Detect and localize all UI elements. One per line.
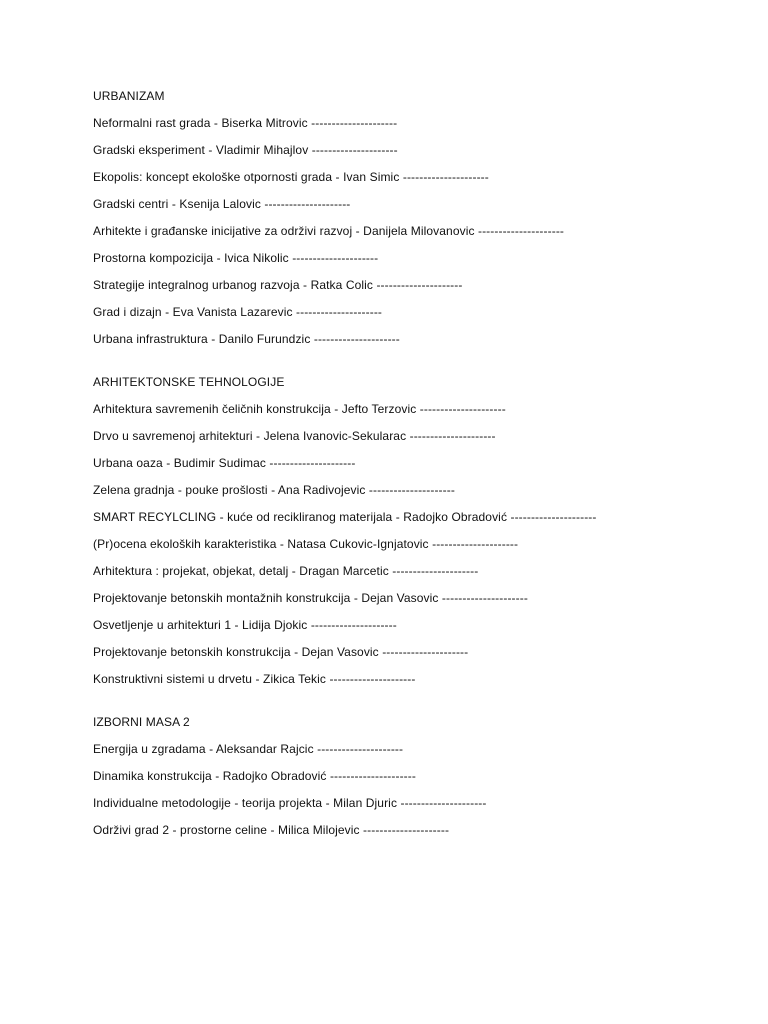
course-item: Konstruktivni sistemi u drvetu - Zikica Tekic --------------------- [93,672,416,686]
course-item: Gradski eksperiment - Vladimir Mihajlov --------------------- [93,143,398,157]
course-item: Gradski centri - Ksenija Lalovic --------------------- [93,197,351,211]
course-item: Održivi grad 2 - prostorne celine - Milica Milojevic --------------------- [93,823,450,837]
course-item: SMART RECYLCLING - kuće od recikliranog materijala - Radojko Obradović --------------------- [93,510,597,524]
course-list [93,115,733,347]
course-item: Arhitektura savremenih čeličnih konstrukcija - Jefto Terzovic --------------------- [93,402,506,416]
course-item: Urbana infrastruktura - Danilo Furundzic --------------------- [93,332,400,346]
course-item: Dinamika konstrukcija - Radojko Obradović --------------------- [93,769,416,783]
section-urbanizam [93,88,733,347]
course-item: Arhitektura : projekat, objekat, detalj - Dragan Marcetic --------------------- [93,564,479,578]
course-list [93,741,733,838]
course-item: Prostorna kompozicija - Ivica Nikolic --------------------- [93,251,379,265]
section-heading: ARHITEKTONSKE TEHNOLOGIJE [93,375,285,389]
course-item: Drvo u savremenoj arhitekturi - Jelena Ivanovic-Sekularac --------------------- [93,429,496,443]
course-item: Grad i dizajn - Eva Vanista Lazarevic --------------------- [93,305,383,319]
course-item: Energija u zgradama - Aleksandar Rajcic --------------------- [93,742,404,756]
course-list [93,401,733,687]
section-heading: URBANIZAM [93,89,165,103]
document-page [93,88,733,849]
course-item: Zelena gradnja - pouke prošlosti - Ana Radivojevic --------------------- [93,483,455,497]
course-item: (Pr)ocena ekoloških karakteristika - Natasa Cukovic-Ignjatovic --------------------- [93,537,519,551]
section-heading: IZBORNI MASA 2 [93,715,190,729]
course-item: Ekopolis: koncept ekološke otpornosti grada - Ivan Simic --------------------- [93,170,489,184]
course-item: Projektovanje betonskih konstrukcija - Dejan Vasovic --------------------- [93,645,469,659]
course-item: Projektovanje betonskih montažnih konstrukcija - Dejan Vasovic --------------------- [93,591,528,605]
course-item: Individualne metodologije - teorija projekta - Milan Djuric --------------------- [93,796,487,810]
course-item: Urbana oaza - Budimir Sudimac --------------------- [93,456,356,470]
course-item: Arhitekte i građanske inicijative za održivi razvoj - Danijela Milovanovic --------------------- [93,224,565,238]
course-item: Strategije integralnog urbanog razvoja - Ratka Colic --------------------- [93,278,463,292]
section-arhitektonske-tehnologije [93,374,733,687]
course-item: Neformalni rast grada - Biserka Mitrovic --------------------- [93,116,398,130]
course-item: Osvetljenje u arhitekturi 1 - Lidija Djokic --------------------- [93,618,397,632]
section-izborni-masa-2 [93,714,733,838]
